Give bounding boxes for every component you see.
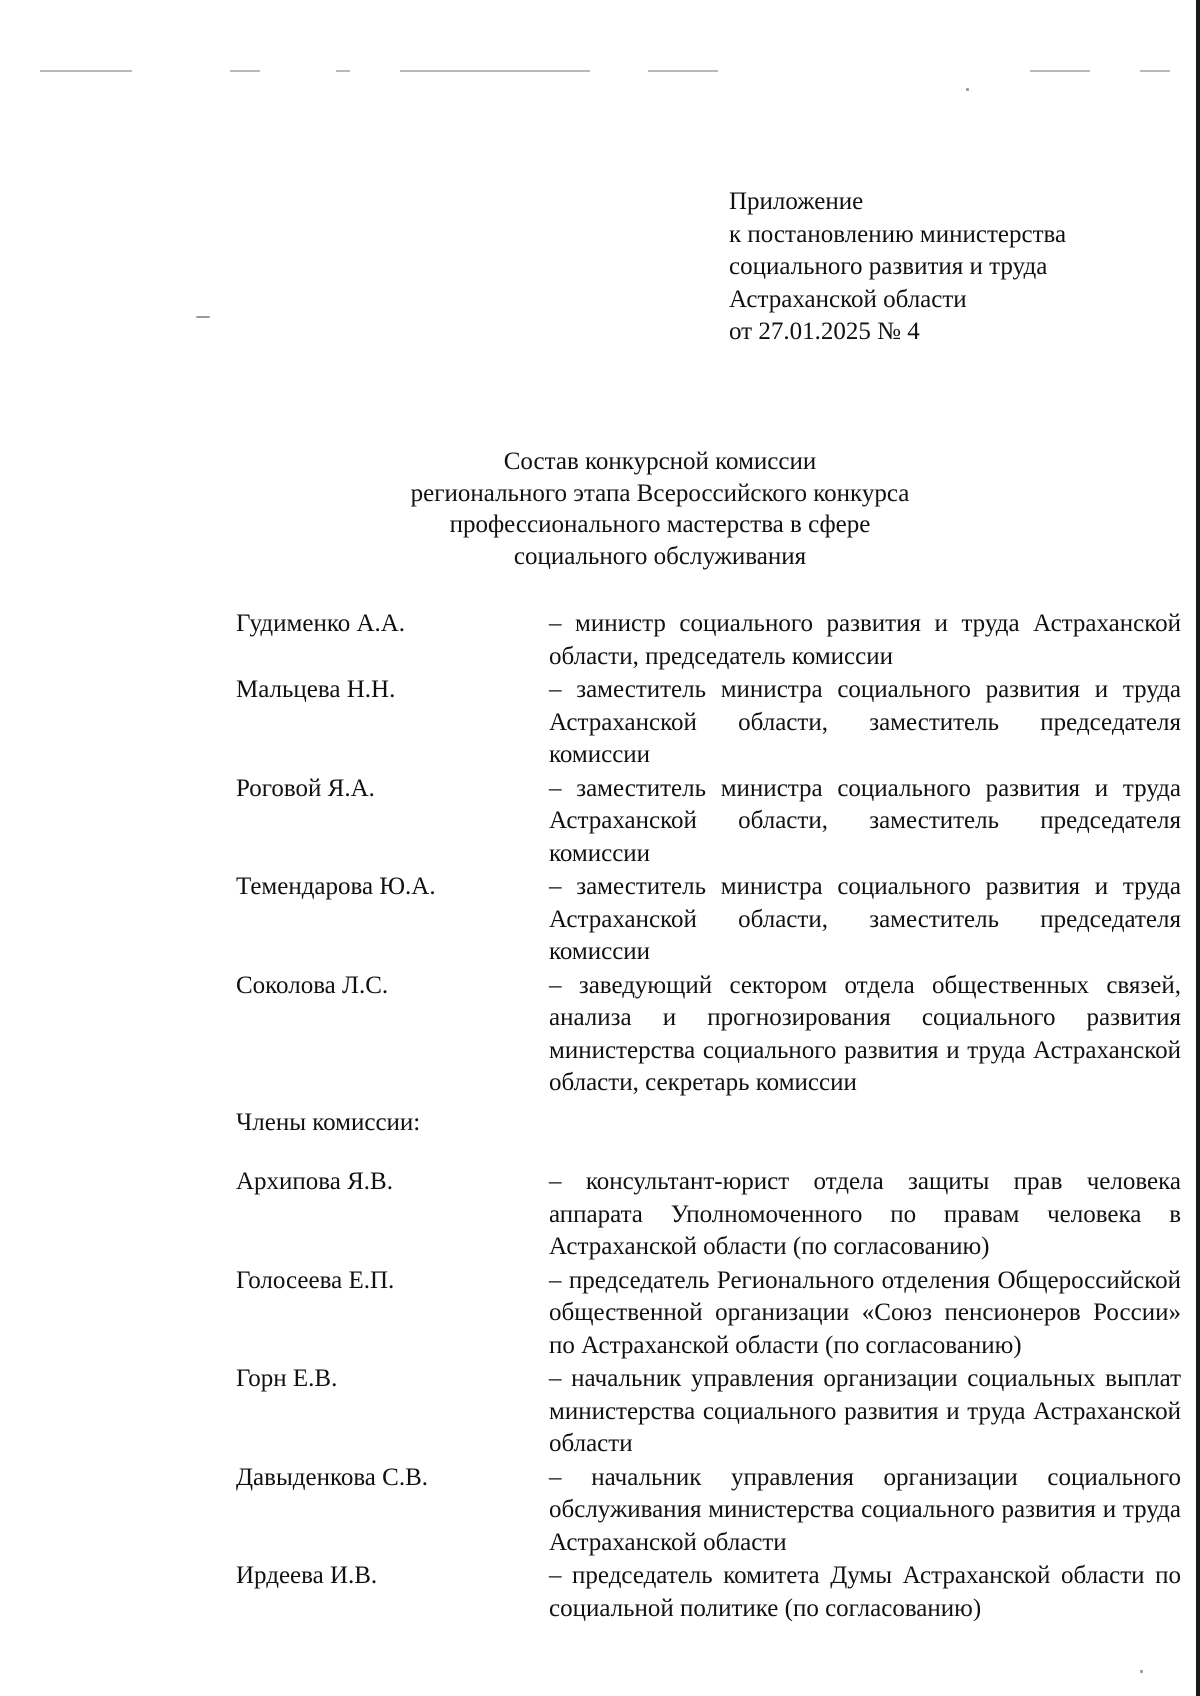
scan-page-edge xyxy=(1196,0,1200,1696)
commission-row xyxy=(236,970,1181,1100)
member-name: Мальцева Н.Н. xyxy=(236,676,396,703)
member-name: Давыденкова С.В. xyxy=(236,1463,428,1491)
scan-speck xyxy=(196,316,210,318)
members-section-label: Члены комиссии: xyxy=(236,1108,421,1136)
member-role: – заведующий сектором отдела общественных связей, анализа и прогнозирования социального развития министерства социального развития и труда Астраханской области, секретарь комиссии xyxy=(549,971,1181,1096)
approval-line: к постановлению министерства xyxy=(729,220,1067,248)
scan-artifact-strip xyxy=(40,70,1190,74)
member-role: – консультант-юрист отдела защиты прав человека аппарата Уполномоченного по правам человека в Астраханской области (по согласованию) xyxy=(549,1168,1181,1260)
member-role: – заместитель министра социального развития и труда Астраханской области, заместитель председателя комиссии xyxy=(549,774,1181,867)
member-role: – начальник управления организации социального обслуживания министерства социального развития и труда Астраханской области xyxy=(549,1463,1181,1556)
commission-row xyxy=(236,1462,1181,1560)
member-name: Роговой Я.А. xyxy=(236,774,375,802)
approval-line: Приложение xyxy=(729,188,864,215)
member-name: Гудименко А.А. xyxy=(236,610,406,637)
member-role: – заместитель министра социального развития и труда Астраханской области, заместитель председателя комиссии xyxy=(549,873,1181,965)
approval-line: от 27.01.2025 № 4 xyxy=(729,318,920,345)
member-name: Соколова Л.С. xyxy=(236,971,389,999)
member-role: – начальник управления организации социальных выплат министерства социального развития и труда Астраханской области xyxy=(549,1365,1181,1457)
title-line: профессионального мастерства в сфере xyxy=(449,511,871,538)
commission-row xyxy=(236,1265,1181,1363)
title-line: регионального этапа Всероссийского конкурса xyxy=(410,479,910,507)
commission-row xyxy=(236,674,1181,772)
scan-speck xyxy=(966,88,969,91)
member-role: – министр социального развития и труда Астраханской области, председатель комиссии xyxy=(549,610,1181,670)
commission-row xyxy=(236,1363,1181,1461)
member-role: – председатель Регионального отделения Общероссийской общественной организации «Союз пенсионеров России» по Астраханской области (по согласованию) xyxy=(549,1266,1181,1359)
member-name: Горн Е.В. xyxy=(236,1365,338,1392)
member-name: Ирдеева И.В. xyxy=(236,1562,378,1589)
member-name: Голосеева Е.П. xyxy=(236,1266,395,1294)
commission-list xyxy=(236,608,1181,1626)
commission-row xyxy=(236,1166,1181,1264)
title-line: социального обслуживания xyxy=(513,542,807,570)
member-name: Архипова Я.В. xyxy=(236,1168,393,1195)
approval-line: социального развития и труда xyxy=(729,253,1048,280)
commission-row xyxy=(236,871,1181,969)
member-name: Темендарова Ю.А. xyxy=(236,873,436,900)
commission-row xyxy=(236,608,1181,673)
commission-row xyxy=(236,1560,1181,1625)
approval-line: Астраханской области xyxy=(729,285,967,313)
commission-row xyxy=(236,773,1181,871)
title-line: Состав конкурсной комиссии xyxy=(503,448,817,475)
document-title xyxy=(300,446,1020,572)
scan-speck xyxy=(1140,1670,1143,1673)
member-role: – заместитель министра социального развития и труда Астраханской области, заместитель председателя комиссии xyxy=(549,676,1181,768)
member-role: – председатель комитета Думы Астраханской области по социальной политике (по согласованию) xyxy=(549,1562,1181,1622)
approval-stamp-block xyxy=(729,186,1189,349)
